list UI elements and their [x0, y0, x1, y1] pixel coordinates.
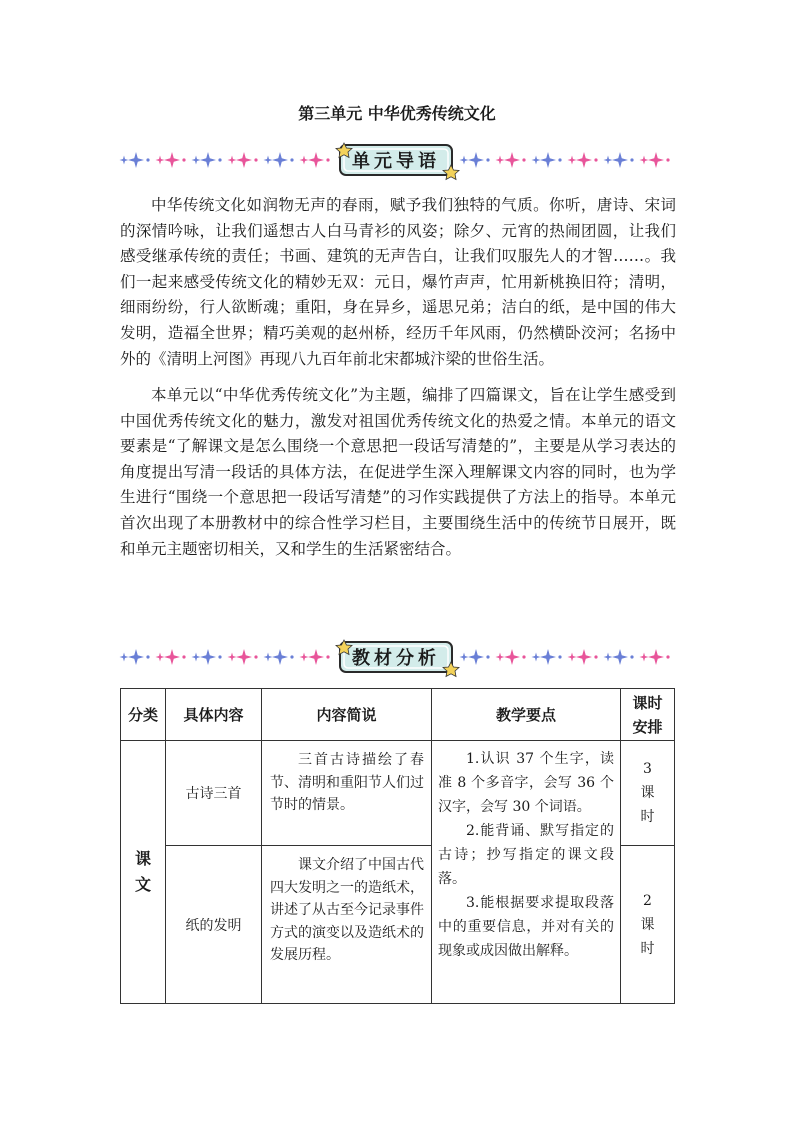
lesson-summary: 课文介绍了中国古代四大发明之一的造纸术，讲述了从古至今记录事件方式的演变以及造纸术的发展历程。 [262, 846, 432, 1004]
sparkle-icon [612, 152, 628, 168]
sparkle-icon [540, 152, 556, 168]
dot-icon [666, 655, 669, 658]
header-content: 具体内容 [166, 689, 262, 741]
dot-icon [486, 158, 489, 161]
sparkle-icon [156, 653, 165, 662]
sparkle-icon [496, 653, 505, 662]
sparkle-icon [156, 156, 165, 165]
dot-icon [594, 655, 597, 658]
sparkle-icon [228, 653, 237, 662]
sparkle-icon [612, 649, 628, 665]
sparkle-icon [120, 156, 129, 165]
sparkle-icon [164, 649, 180, 665]
sparkle-icon [640, 156, 649, 165]
sparkle-divider [118, 141, 676, 181]
dot-icon [630, 158, 633, 161]
dot-icon [218, 655, 221, 658]
dot-icon [254, 158, 257, 161]
dot-icon [630, 655, 633, 658]
dot-icon [146, 655, 149, 658]
sparkle-icon [264, 653, 273, 662]
sparkle-icon [300, 653, 309, 662]
sparkle-divider [118, 638, 676, 678]
section-banner-analysis [118, 638, 676, 678]
header-summary: 内容简说 [262, 689, 432, 741]
page-title: 第三单元 中华优秀传统文化 [298, 104, 496, 123]
sparkle-icon [504, 649, 520, 665]
sparkle-icon [532, 653, 541, 662]
category-cell: 课文 [121, 741, 166, 1004]
dot-icon [182, 158, 185, 161]
section-banner-guide [118, 141, 676, 181]
sparkle-icon [128, 152, 144, 168]
sparkle-icon [272, 649, 288, 665]
sparkle-icon [532, 156, 541, 165]
lesson-summary: 三首古诗描绘了春节、清明和重阳节人们过节时的情景。 [262, 741, 432, 846]
sparkle-icon [120, 653, 129, 662]
lesson-name: 古诗三首 [166, 741, 262, 846]
header-points: 教学要点 [432, 689, 621, 741]
sparkle-icon [192, 653, 201, 662]
lesson-hours: 3课时 [621, 741, 675, 846]
dot-icon [218, 158, 221, 161]
sparkle-icon [236, 649, 252, 665]
header-category: 分类 [121, 689, 166, 741]
lesson-name: 纸的发明 [166, 846, 262, 1004]
teaching-point: 3.能根据要求提取段落中的重要信息，并对有关的现象或成因做出解释。 [438, 895, 614, 959]
sparkle-icon [164, 152, 180, 168]
sparkle-icon [308, 649, 324, 665]
sparkle-icon [576, 152, 592, 168]
sparkle-icon [200, 152, 216, 168]
dot-icon [666, 158, 669, 161]
sparkle-icon [272, 152, 288, 168]
sparkle-icon [460, 156, 469, 165]
sparkle-icon [648, 649, 664, 665]
dot-icon [522, 158, 525, 161]
sparkle-icon [460, 653, 469, 662]
banner-label: 教材分析 [352, 648, 440, 669]
sparkle-icon [236, 152, 252, 168]
dot-icon [290, 655, 293, 658]
dot-icon [290, 158, 293, 161]
dot-icon [146, 158, 149, 161]
sparkle-icon [568, 156, 577, 165]
sparkle-icon [504, 152, 520, 168]
sparkle-icon [300, 156, 309, 165]
course-table [120, 688, 675, 1004]
dot-icon [558, 158, 561, 161]
sparkle-icon [640, 653, 649, 662]
sparkle-icon [192, 156, 201, 165]
sparkle-icon [576, 649, 592, 665]
teaching-point: 1.认识 37 个生字，读准 8 个多音字，会写 36 个汉字，会写 30 个词语。 [438, 751, 614, 815]
sparkle-icon [604, 653, 613, 662]
intro-paragraph-1: 中华传统文化如润物无声的春雨，赋予我们独特的气质。你听，唐诗、宋词的深情吟咏，让我们遥想古人白马青衫的风姿；除夕、元宵的热闹团圆，让我们感受继承传统的责任；书画、建筑的无声告白，让我们叹服先人的才智……。我们一起来感受传统文化的精妙无双：元日，爆竹声声，忙用新桃换旧符；清明，细雨纷纷，行人欲断魂；重阳，身在异乡，遥思兄弟；洁白的纸，是中国的伟大发明，造福全世界；精巧美观的赵州桥，经历千年风雨，仍然横卧洨河；名扬中外的《清明上河图》再现八九百年前北宋都城汴梁的世俗生活。 [120, 196, 676, 368]
dot-icon [326, 158, 329, 161]
table-header-row [121, 689, 675, 741]
dot-icon [182, 655, 185, 658]
sparkle-icon [648, 152, 664, 168]
dot-icon [254, 655, 257, 658]
sparkle-icon [228, 156, 237, 165]
sparkle-icon [540, 649, 556, 665]
dot-icon [558, 655, 561, 658]
lesson-hours: 2课时 [621, 846, 675, 1004]
sparkle-icon [568, 653, 577, 662]
dot-icon [486, 655, 489, 658]
sparkle-icon [128, 649, 144, 665]
dot-icon [594, 158, 597, 161]
header-hours: 课时安排 [621, 689, 675, 741]
sparkle-icon [264, 156, 273, 165]
sparkle-icon [604, 156, 613, 165]
dot-icon [522, 655, 525, 658]
dot-icon [326, 655, 329, 658]
teaching-point: 2.能背诵、默写指定的古诗；抄写指定的课文段落。 [438, 823, 614, 887]
banner-label: 单元导语 [352, 151, 440, 172]
sparkle-icon [468, 152, 484, 168]
intro-paragraph-2: 本单元以“中华优秀传统文化”为主题，编排了四篇课文，旨在让学生感受到中国优秀传统文化的魅力，激发对祖国优秀传统文化的热爱之情。本单元的语文要素是“了解课文是怎么围绕一个意思把一段话写清楚的”，主要是从学习表达的角度提出写清一段话的具体方法，在促进学生深入理解课文内容的同时，也为学生进行“围绕一个意思把一段话写清楚”的习作实践提供了方法上的指导。本单元首次出现了本册教材中的综合性学习栏目，主要围绕生活中的传统节日展开，既和单元主题密切相关，又和学生的生活紧密结合。 [120, 386, 676, 558]
sparkle-icon [308, 152, 324, 168]
sparkle-icon [468, 649, 484, 665]
table-row [121, 741, 675, 846]
sparkle-icon [200, 649, 216, 665]
sparkle-icon [496, 156, 505, 165]
teaching-points [432, 741, 621, 1004]
